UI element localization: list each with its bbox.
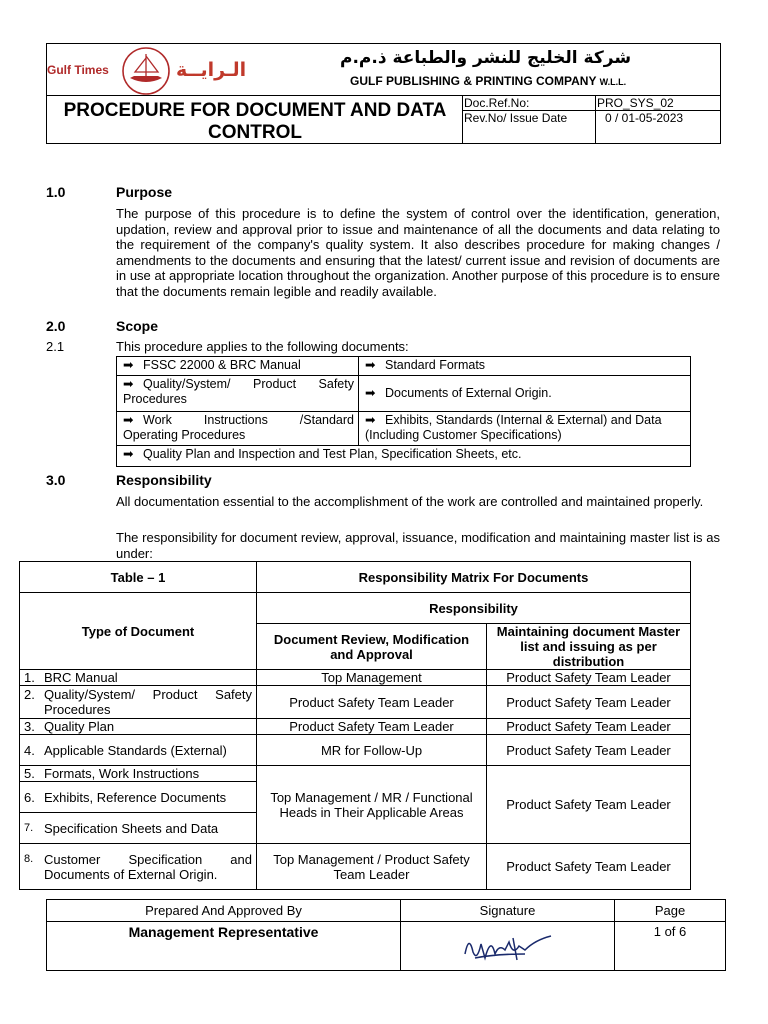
scope-subnumber: 2.1 [46,339,65,354]
type-cell [20,735,257,766]
master-cell: Product Safety Team Leader [487,844,691,890]
purpose-number: 1.0 [46,184,66,200]
prepared-value: Management Representative [47,922,401,971]
table-row [20,686,691,719]
responsibility-header: Responsibility [257,593,691,624]
table-row [20,719,691,735]
arrow-icon: ➡ [365,413,376,427]
scope-item-text: Quality Plan and Inspection and Test Plan, Specification Sheets, etc. [143,447,522,461]
master-cell: Product Safety Team Leader [487,686,691,719]
row-number: 1. [24,670,35,685]
purpose-title: Purpose [116,184,173,200]
scope-table [116,356,691,467]
row-number: 2. [24,687,35,702]
row-number: 7. [24,821,34,834]
type-cell [20,670,257,686]
arabic-logo-text: الـرايــة [176,59,247,81]
review-cell: Top Management / Product Safety Team Leader [257,844,487,890]
company-suffix: W.L.L. [599,77,627,87]
row-number: 3. [24,719,35,734]
company-name-text: GULF PUBLISHING & PRINTING COMPANY [350,74,597,88]
scope-item [117,412,359,446]
arrow-icon: ➡ [123,358,134,372]
signature-label: Signature [401,900,615,922]
review-cell: Top Management [257,670,487,686]
row-number: 6. [24,789,35,805]
table-row [20,735,691,766]
arrow-icon: ➡ [123,377,134,391]
review-cell: Top Management / MR / Functional Heads in Their Applicable Areas [257,766,487,844]
header-divider [595,95,596,144]
review-cell: Product Safety Team Leader [257,719,487,735]
row-type: Customer Specification and Documents of External Origin. [44,851,252,882]
scope-subtext: This procedure applies to the following documents: [116,339,409,354]
review-header: Document Review, Modification and Approval [257,624,487,670]
responsibility-matrix-table [19,561,691,890]
responsibility-title: Responsibility [116,472,212,488]
scope-item-text: Documents of External Origin. [385,386,552,400]
document-title: PROCEDURE FOR DOCUMENT AND DATA CONTROL [63,100,447,143]
type-cell [20,766,257,782]
responsibility-text-1: All documentation essential to the accomplishment of the work are controlled and maintained properly. [116,494,704,509]
arrow-icon: ➡ [123,413,134,427]
prepared-label: Prepared And Approved By [47,900,401,922]
footer-table [46,899,726,971]
row-number: 4. [24,742,35,758]
page-value: 1 of 6 [615,922,726,971]
row-number: 5. [24,766,35,781]
doc-ref-label: Doc.Ref.No: [464,96,530,110]
matrix-title: Responsibility Matrix For Documents [257,562,691,593]
scope-item-text: FSSC 22000 & BRC Manual [143,358,301,372]
master-cell: Product Safety Team Leader [487,766,691,844]
scope-item-text: Exhibits, Standards (Internal & External) and Data (Including Customer Specifications) [365,413,662,442]
signature-cell [401,922,615,971]
scope-item [117,376,359,412]
table-row [20,670,691,686]
arrow-icon: ➡ [123,447,134,461]
doc-ref-value: PRO_SYS_02 [597,96,674,110]
scope-title: Scope [116,318,159,334]
type-cell [20,844,257,890]
arrow-icon: ➡ [365,358,376,372]
arrow-icon: ➡ [365,386,376,400]
company-name [350,74,626,88]
master-cell: Product Safety Team Leader [487,719,691,735]
review-cell: Product Safety Team Leader [257,686,487,719]
type-header: Type of Document [20,593,257,670]
responsibility-number: 3.0 [46,472,66,488]
row-type: Quality Plan [44,719,115,734]
type-cell [20,813,257,844]
scope-item-text: Quality/System/ Product Safety Procedures [123,377,354,406]
scope-item-text: Work Instructions /Standard Operating Procedures [123,413,354,442]
responsibility-text-2: The responsibility for document review, approval, issuance, modification and maintaining master list is as under: [116,530,720,561]
row-type: Specification Sheets and Data [44,820,219,836]
row-type: Quality/System/ Product Safety Procedures [44,687,252,717]
master-cell: Product Safety Team Leader [487,670,691,686]
rev-label: Rev.No/ Issue Date [464,111,568,125]
table-row [20,766,691,782]
row-type: Formats, Work Instructions [44,766,200,781]
row-number: 8. [24,852,34,865]
type-cell [20,686,257,719]
table-row [20,844,691,890]
rev-value: 0 / 01-05-2023 [605,111,684,125]
purpose-text: The purpose of this procedure is to define the system of control over the identification, generation, updation, review and approval prior to issue and maintenance of all the documents and data relating to the requirement of the company's quality system. It also describes procedure for making changes / amendments to the documents and ensuring that the latest/ current issue and revision of documents are in use at appropriate location throughout the organization. Another purpose of this procedure is to ensure that the documents remain legible and readily available. [116,206,720,299]
arabic-company-name: شركة الخليج للنشر والطباعة ذ.م.م [340,48,632,68]
row-type: Applicable Standards (External) [44,742,227,758]
scope-item-text: Standard Formats [385,358,486,372]
scope-item [359,357,691,376]
scope-item [117,446,691,467]
master-cell: Product Safety Team Leader [487,735,691,766]
scope-number: 2.0 [46,318,66,334]
table-label: Table – 1 [20,562,257,593]
scope-item [117,357,359,376]
type-cell [20,719,257,735]
row-type: Exhibits, Reference Documents [44,789,227,805]
page-label: Page [615,900,726,922]
signature-image [455,924,565,968]
row-type: BRC Manual [44,670,118,685]
review-cell: MR for Follow-Up [257,735,487,766]
dhow-emblem-icon [120,46,172,96]
scope-item [359,376,691,412]
scope-item [359,412,691,446]
master-header: Maintaining document Master list and issuing as per distribution [487,624,691,670]
type-cell [20,782,257,813]
header-divider [462,95,463,144]
gulf-times-logo-text: Gulf Times [47,63,109,77]
